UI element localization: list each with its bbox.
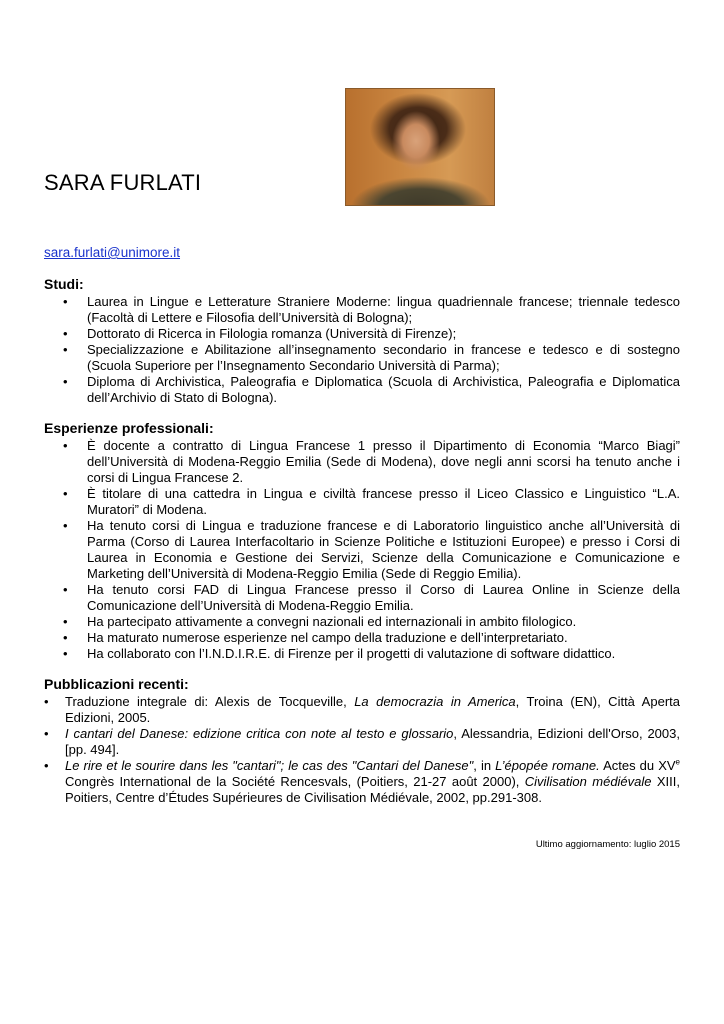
esperienze-list (44, 438, 680, 662)
list-item: • Ha tenuto corsi FAD di Lingua Francese presso il Corso di Laurea Online in Scienze della Comunicazione dell’Università di Modena-Reggio Emilia. (63, 582, 680, 613)
bullet-icon: • (63, 518, 68, 533)
bullet-icon: • (63, 438, 68, 453)
section-heading-pubblicazioni: Pubblicazioni recenti: (44, 676, 189, 692)
list-item: • Ha tenuto corsi di Lingua e traduzione francese e di Laboratorio linguistico anche all’Università di Parma (Corso di Laurea Interfacoltario in Scienze Politiche e Istituzioni Europee) e presso i Corsi di Laurea in Economia e Gestione dei Servizi, Scienze della Comunicazione e Comunicazione e Marketing dell’Università di Modena-Reggio Emilia (Sede di Reggio Emilia). (63, 518, 680, 581)
studi-list (44, 294, 680, 406)
list-item: • Ha partecipato attivamente a convegni nazionali ed internazionali in ambito filologico. (63, 614, 577, 629)
page-title: SARA FURLATI (44, 170, 202, 195)
last-updated: Ultimo aggiornamento: luglio 2015 (535, 839, 680, 850)
bullet-icon: • (63, 342, 68, 357)
list-item: • È titolare di una cattedra in Lingua e civiltà francese presso il Liceo Classico e Linguistico “L.A. Muratori” di Modena. (63, 486, 680, 517)
list-item: • Ha collaborato con l’I.N.D.I.R.E. di Firenze per il progetti di valutazione di software didattico. (63, 646, 616, 661)
bullet-icon: • (44, 694, 49, 709)
list-item: • Diploma di Archivistica, Paleografia e Diplomatica (Scuola di Archivistica, Paleografia e Diplomatica dell’Archivio di Stato di Bologna). (63, 374, 680, 405)
section-heading-esperienze: Esperienze professionali: (44, 420, 214, 436)
list-item: • È docente a contratto di Lingua Francese 1 presso il Dipartimento di Economia “Marco Biagi” dell’Università di Modena-Reggio Emilia (Sede di Modena), dove negli anni scorsi ha tenuto anche i corsi di Lingua Francese 2. (63, 438, 680, 485)
bullet-icon: • (63, 294, 68, 309)
bullet-icon: • (63, 374, 68, 389)
bullet-icon: • (44, 726, 49, 741)
list-item: • Laurea in Lingue e Letterature Straniere Moderne: lingua quadriennale francese; triennale tedesco (Facoltà di Lettere e Filosofia dell’Università di Bologna); (63, 294, 680, 325)
list-item: • Specializzazione e Abilitazione all’insegnamento secondario in francese e tedesco e di sostegno (Scuola Superiore per l’Insegnamento Secondario Università di Parma); (63, 342, 680, 373)
profile-photo (345, 88, 495, 206)
bullet-icon: • (63, 614, 68, 629)
list-item: • Ha maturato numerose esperienze nel campo della traduzione e dell’interpretariato. (63, 630, 568, 645)
list-item: • Le rire et le sourire dans les "cantari"; le cas des "Cantari del Danese", in L’épopée romane. Actes du XVe Congrès International de la Société Rencesvals, (Poitiers, 21-27 août 2000), Civilisation médiévale XIII, Poitiers, Centre d’Études Supérieures de Civilisation Médiévale, 2002, pp.291-308. (44, 757, 680, 805)
bullet-icon: • (63, 326, 68, 341)
bullet-icon: • (63, 486, 68, 501)
bullet-icon: • (63, 630, 68, 645)
bullet-icon: • (63, 646, 68, 661)
cv-body (44, 276, 680, 820)
list-item: • I cantari del Danese: edizione critica con note al testo e glossario, Alessandria, Edizioni dell'Orso, 2003, [pp. 494]. (44, 726, 680, 757)
email-link[interactable]: sara.furlati@unimore.it (44, 245, 181, 260)
pubblicazioni-list (44, 694, 680, 806)
section-heading-studi: Studi: (44, 276, 84, 292)
bullet-icon: • (44, 758, 49, 773)
list-item: • Dottorato di Ricerca in Filologia romanza (Università di Firenze); (63, 326, 457, 341)
bullet-icon: • (63, 582, 68, 597)
list-item: • Traduzione integrale di: Alexis de Tocqueville, La democrazia in America, Troina (EN), Città Aperta Edizioni, 2005. (44, 694, 680, 725)
